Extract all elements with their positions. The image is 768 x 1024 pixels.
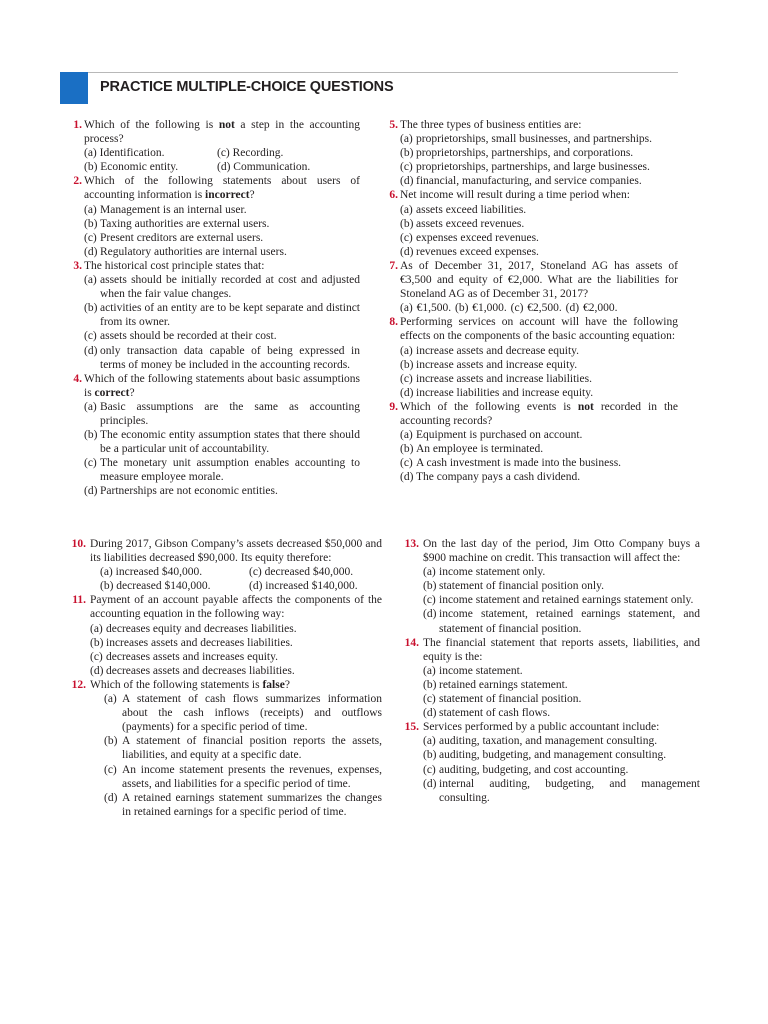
question-text: Performing services on account will have the following effects on the components of the basic accounting equation: xyxy=(400,316,678,343)
option-letter: (c) xyxy=(90,650,103,663)
option-row xyxy=(60,146,360,160)
option-letter: (b) xyxy=(423,678,437,691)
option xyxy=(60,329,360,343)
option-b: (b) decreased $140,000. xyxy=(100,580,211,593)
right-column-top xyxy=(376,118,678,484)
option xyxy=(376,442,678,456)
option-b: (b) Economic entity. xyxy=(84,161,179,174)
option-letter: (d) xyxy=(400,175,414,188)
option-letter: (d) xyxy=(423,608,437,621)
option-text: income statement. xyxy=(439,664,523,677)
question-number: 13. xyxy=(404,538,419,550)
option-letter: (d) xyxy=(90,664,104,677)
option-text: An employee is terminated. xyxy=(416,443,544,456)
question-emphasis: correct xyxy=(94,386,130,399)
option xyxy=(376,358,678,372)
question-text: Which of the following statements is xyxy=(90,678,263,691)
question-number: 11. xyxy=(72,594,86,607)
question-11 xyxy=(60,593,382,621)
option-text: decreases assets and decreases liabilities. xyxy=(106,664,295,677)
question-text-end: recorded in the accounting records? xyxy=(400,400,678,427)
header-accent-block xyxy=(60,72,88,104)
option xyxy=(60,456,360,484)
question-5 xyxy=(376,118,678,132)
option-text: proprietorships, partnerships, and corporations. xyxy=(416,147,634,160)
option xyxy=(60,650,382,664)
option-text: An income statement presents the revenues, expenses, assets, and liabilities for a specific period of time. xyxy=(122,763,382,790)
option xyxy=(60,791,382,819)
option-letter: (a) xyxy=(400,203,413,216)
option xyxy=(393,777,700,805)
option-letter: (c) xyxy=(400,372,413,385)
option-letter: (a) xyxy=(400,344,413,357)
option-text: A statement of cash flows summarizes information about the cash inflows (receipts) and outflows (payments) for a specific period of time. xyxy=(122,693,382,734)
option xyxy=(376,245,678,259)
question-3 xyxy=(60,259,360,273)
option-text: financial, manufacturing, and service companies. xyxy=(416,175,642,188)
option-row xyxy=(60,579,382,593)
option-text: increase liabilities and increase equity. xyxy=(416,386,594,399)
option-letter: (a) xyxy=(90,622,103,635)
option-text: The economic entity assumption states that there should be a particular unit of accountability. xyxy=(100,429,360,456)
option xyxy=(393,678,700,692)
question-4 xyxy=(60,372,360,400)
option xyxy=(393,607,700,635)
option-d: (d) Communication. xyxy=(217,161,311,174)
option xyxy=(393,579,700,593)
option xyxy=(376,386,678,400)
page-title: PRACTICE MULTIPLE-CHOICE QUESTIONS xyxy=(100,79,394,95)
option-letter: (d) xyxy=(84,485,98,498)
question-text-end: a step in the accounting process? xyxy=(84,119,360,146)
option xyxy=(60,636,382,650)
question-number: 9. xyxy=(389,400,398,413)
option-text: auditing, budgeting, and management consulting. xyxy=(439,749,667,762)
option xyxy=(60,692,382,734)
option-letter: (b) xyxy=(84,302,98,315)
question-10 xyxy=(60,537,382,565)
question-8 xyxy=(376,315,678,343)
option-letter: (d) xyxy=(84,245,98,258)
option-letter: (c) xyxy=(423,594,436,607)
option-text: income statement only. xyxy=(439,566,546,579)
question-number: 2. xyxy=(73,175,82,188)
option xyxy=(60,484,360,498)
option xyxy=(376,217,678,231)
option-text: increase assets and increase liabilities. xyxy=(416,372,592,385)
question-7 xyxy=(376,259,678,301)
question-text-end: ? xyxy=(249,189,255,202)
option xyxy=(393,565,700,579)
option-d: (d) increased $140,000. xyxy=(249,580,358,593)
option-letter: (a) xyxy=(423,566,436,579)
left-column-bottom xyxy=(60,537,382,819)
question-text-end: ? xyxy=(284,678,290,691)
option-letter: (d) xyxy=(423,777,437,790)
option-letter: (c) xyxy=(400,161,413,174)
option-row xyxy=(60,160,360,174)
question-text: Net income will result during a time period when: xyxy=(400,189,630,202)
question-13 xyxy=(393,537,700,565)
option-letter: (a) xyxy=(84,203,97,216)
option xyxy=(60,763,382,791)
question-number: 12. xyxy=(71,678,86,691)
answer-choices: (a) €1,500. (b) €1,000. (c) €2,500. (d) €2,000. xyxy=(400,302,618,315)
question-text: During 2017, Gibson Company’s assets decreased $50,000 and its liabilities decreased $90,000. Its equity therefore: xyxy=(90,538,382,565)
option-text: statement of financial position. xyxy=(439,693,582,706)
option xyxy=(60,217,360,231)
question-number: 1. xyxy=(73,119,82,131)
question-6 xyxy=(376,188,678,202)
question-number: 7. xyxy=(389,259,398,272)
option-letter: (a) xyxy=(84,274,97,287)
option-text: expenses exceed revenues. xyxy=(416,231,539,244)
option-letter: (b) xyxy=(84,217,98,230)
option-text: proprietorships, partnerships, and large businesses. xyxy=(416,161,650,174)
option-letter: (b) xyxy=(400,358,414,371)
option-letter: (a) xyxy=(400,133,413,146)
option-text: Basic assumptions are the same as accounting principles. xyxy=(100,400,360,427)
option-text: A retained earnings statement summarizes the changes in retained earnings for a specific period of time. xyxy=(122,791,382,818)
option xyxy=(393,692,700,706)
option xyxy=(60,203,360,217)
option xyxy=(60,400,360,428)
option xyxy=(60,428,360,456)
option-letter: (a) xyxy=(400,429,413,442)
option-a: (a) increased $40,000. xyxy=(100,566,203,579)
option-letter: (d) xyxy=(400,386,414,399)
option-text: A statement of financial position reports the assets, liabilities, and equity at a specific date. xyxy=(122,735,382,762)
option-text: assets should be initially recorded at cost and adjusted when the fair value changes. xyxy=(100,274,360,301)
question-text: As of December 31, 2017, Stoneland AG has assets of €3,500 and equity of €2,000. What are the liabilities for Stoneland AG as of December 31, 2017? xyxy=(400,259,678,301)
option-text: retained earnings statement. xyxy=(439,678,568,691)
question-text: The financial statement that reports assets, liabilities, and equity is the: xyxy=(423,636,700,663)
question-text: Which of the following is xyxy=(84,119,219,131)
option xyxy=(393,748,700,762)
question-emphasis: not xyxy=(577,400,594,413)
option-text: increases assets and decreases liabilities. xyxy=(106,636,293,649)
option-text: decreases assets and increases equity. xyxy=(106,650,279,663)
option-letter: (c) xyxy=(400,457,413,470)
header-rule xyxy=(60,72,678,73)
option-text: increase assets and increase equity. xyxy=(416,358,578,371)
option xyxy=(60,344,360,372)
right-column-bottom xyxy=(393,537,700,805)
option-text: Regulatory authorities are internal users. xyxy=(100,245,287,258)
option xyxy=(376,160,678,174)
option-text: Present creditors are external users. xyxy=(100,231,264,244)
option-text: A cash investment is made into the business. xyxy=(416,457,622,470)
option xyxy=(376,203,678,217)
option-text: statement of financial position only. xyxy=(439,580,605,593)
option-letter: (b) xyxy=(84,429,98,442)
question-text: Which of the following statements about basic assumptions is xyxy=(84,372,360,399)
question-1 xyxy=(60,118,360,146)
option xyxy=(393,763,700,777)
question-14 xyxy=(393,636,700,664)
option-text: assets exceed revenues. xyxy=(416,217,525,230)
option-text: Management is an internal user. xyxy=(100,203,247,216)
option xyxy=(60,664,382,678)
question-9 xyxy=(376,400,678,428)
option-letter: (b) xyxy=(423,749,437,762)
option-text: proprietorships, small businesses, and partnerships. xyxy=(416,133,653,146)
option xyxy=(376,456,678,470)
option-letter: (a) xyxy=(104,693,117,706)
option-letter: (d) xyxy=(423,707,437,720)
option-text: auditing, budgeting, and cost accounting. xyxy=(439,763,629,776)
option-letter: (b) xyxy=(400,443,414,456)
option xyxy=(393,664,700,678)
option-c: (c) decreased $40,000. xyxy=(249,566,354,579)
question-number: 14. xyxy=(404,636,419,649)
question-text: Payment of an account payable affects the components of the accounting equation in the following way: xyxy=(90,594,382,621)
question-number: 3. xyxy=(73,259,82,272)
question-text: On the last day of the period, Jim Otto Company buys a $900 machine on credit. This transaction will affect the: xyxy=(423,538,700,565)
option xyxy=(376,231,678,245)
question-number: 4. xyxy=(73,372,82,385)
option-text: only transaction data capable of being expressed in terms of money be included in the accounting records. xyxy=(100,344,360,371)
option-letter: (b) xyxy=(400,217,414,230)
option-letter: (a) xyxy=(84,400,97,413)
question-text: Which of the following events is xyxy=(400,400,578,413)
option-text: statement of cash flows. xyxy=(439,707,551,720)
question-emphasis: false xyxy=(262,678,285,691)
option-text: increase assets and decrease equity. xyxy=(416,344,580,357)
option xyxy=(60,273,360,301)
option-c: (c) Recording. xyxy=(217,147,284,160)
question-emphasis: not xyxy=(218,119,235,131)
option-text: activities of an entity are to be kept separate and distinct from its owner. xyxy=(100,302,360,329)
option xyxy=(376,428,678,442)
question-number: 15. xyxy=(404,721,419,734)
option-letter: (c) xyxy=(84,457,97,470)
option-letter: (b) xyxy=(400,147,414,160)
question-number: 8. xyxy=(389,316,398,329)
option xyxy=(376,174,678,188)
option-letter: (d) xyxy=(104,791,118,804)
option xyxy=(60,734,382,762)
option-letter: (c) xyxy=(84,330,97,343)
option-text: The monetary unit assumption enables accounting to measure employee morale. xyxy=(100,457,360,484)
option-text: Taxing authorities are external users. xyxy=(100,217,270,230)
option xyxy=(376,470,678,484)
question-number: 5. xyxy=(389,119,398,131)
question-number: 6. xyxy=(389,189,398,202)
option xyxy=(393,734,700,748)
option-text: auditing, taxation, and management consulting. xyxy=(439,735,658,748)
option-letter: (a) xyxy=(423,735,436,748)
option-letter: (c) xyxy=(423,763,436,776)
question-15 xyxy=(393,720,700,734)
option xyxy=(393,706,700,720)
option-letter: (c) xyxy=(423,693,436,706)
option xyxy=(60,301,360,329)
option xyxy=(60,245,360,259)
option xyxy=(393,593,700,607)
option-letter: (a) xyxy=(423,664,436,677)
option-letter: (c) xyxy=(104,763,117,776)
option-text: Equipment is purchased on account. xyxy=(416,429,583,442)
option-letter: (c) xyxy=(84,231,97,244)
question-text: Services performed by a public accountant include: xyxy=(423,721,660,734)
option xyxy=(376,344,678,358)
question-text: The historical cost principle states that: xyxy=(84,259,265,272)
option-letter: (b) xyxy=(423,580,437,593)
question-emphasis: incorrect xyxy=(205,189,250,202)
question-text-end: ? xyxy=(129,386,135,399)
option-letter: (b) xyxy=(104,735,118,748)
option-letter: (d) xyxy=(84,344,98,357)
question-text: Which of the following statements about users of accounting information is xyxy=(84,175,360,202)
question-number: 10. xyxy=(71,538,86,550)
option-text: The company pays a cash dividend. xyxy=(416,471,581,484)
option xyxy=(376,372,678,386)
option-letter: (b) xyxy=(90,636,104,649)
option-text: Partnerships are not economic entities. xyxy=(100,485,278,498)
option-text: decreases equity and decreases liabilities. xyxy=(106,622,297,635)
option-text: revenues exceed expenses. xyxy=(416,245,539,258)
option xyxy=(60,622,382,636)
option-letter: (d) xyxy=(400,471,414,484)
left-column-top xyxy=(60,118,360,499)
option-text: assets exceed liabilities. xyxy=(416,203,527,216)
question-text: The three types of business entities are: xyxy=(400,119,582,131)
question-12 xyxy=(60,678,382,692)
question-2 xyxy=(60,174,360,202)
option-letter: (c) xyxy=(400,231,413,244)
option xyxy=(60,231,360,245)
option-text: internal auditing, budgeting, and management consulting. xyxy=(439,777,700,804)
option-text: income statement and retained earnings statement only. xyxy=(439,594,694,607)
option-letter: (d) xyxy=(400,245,414,258)
option-row xyxy=(60,565,382,579)
option-a: (a) Identification. xyxy=(84,147,165,160)
option-text: income statement, retained earnings statement, and statement of financial position. xyxy=(439,608,700,635)
option xyxy=(376,132,678,146)
option-text: assets should be recorded at their cost. xyxy=(100,330,277,343)
option xyxy=(376,146,678,160)
